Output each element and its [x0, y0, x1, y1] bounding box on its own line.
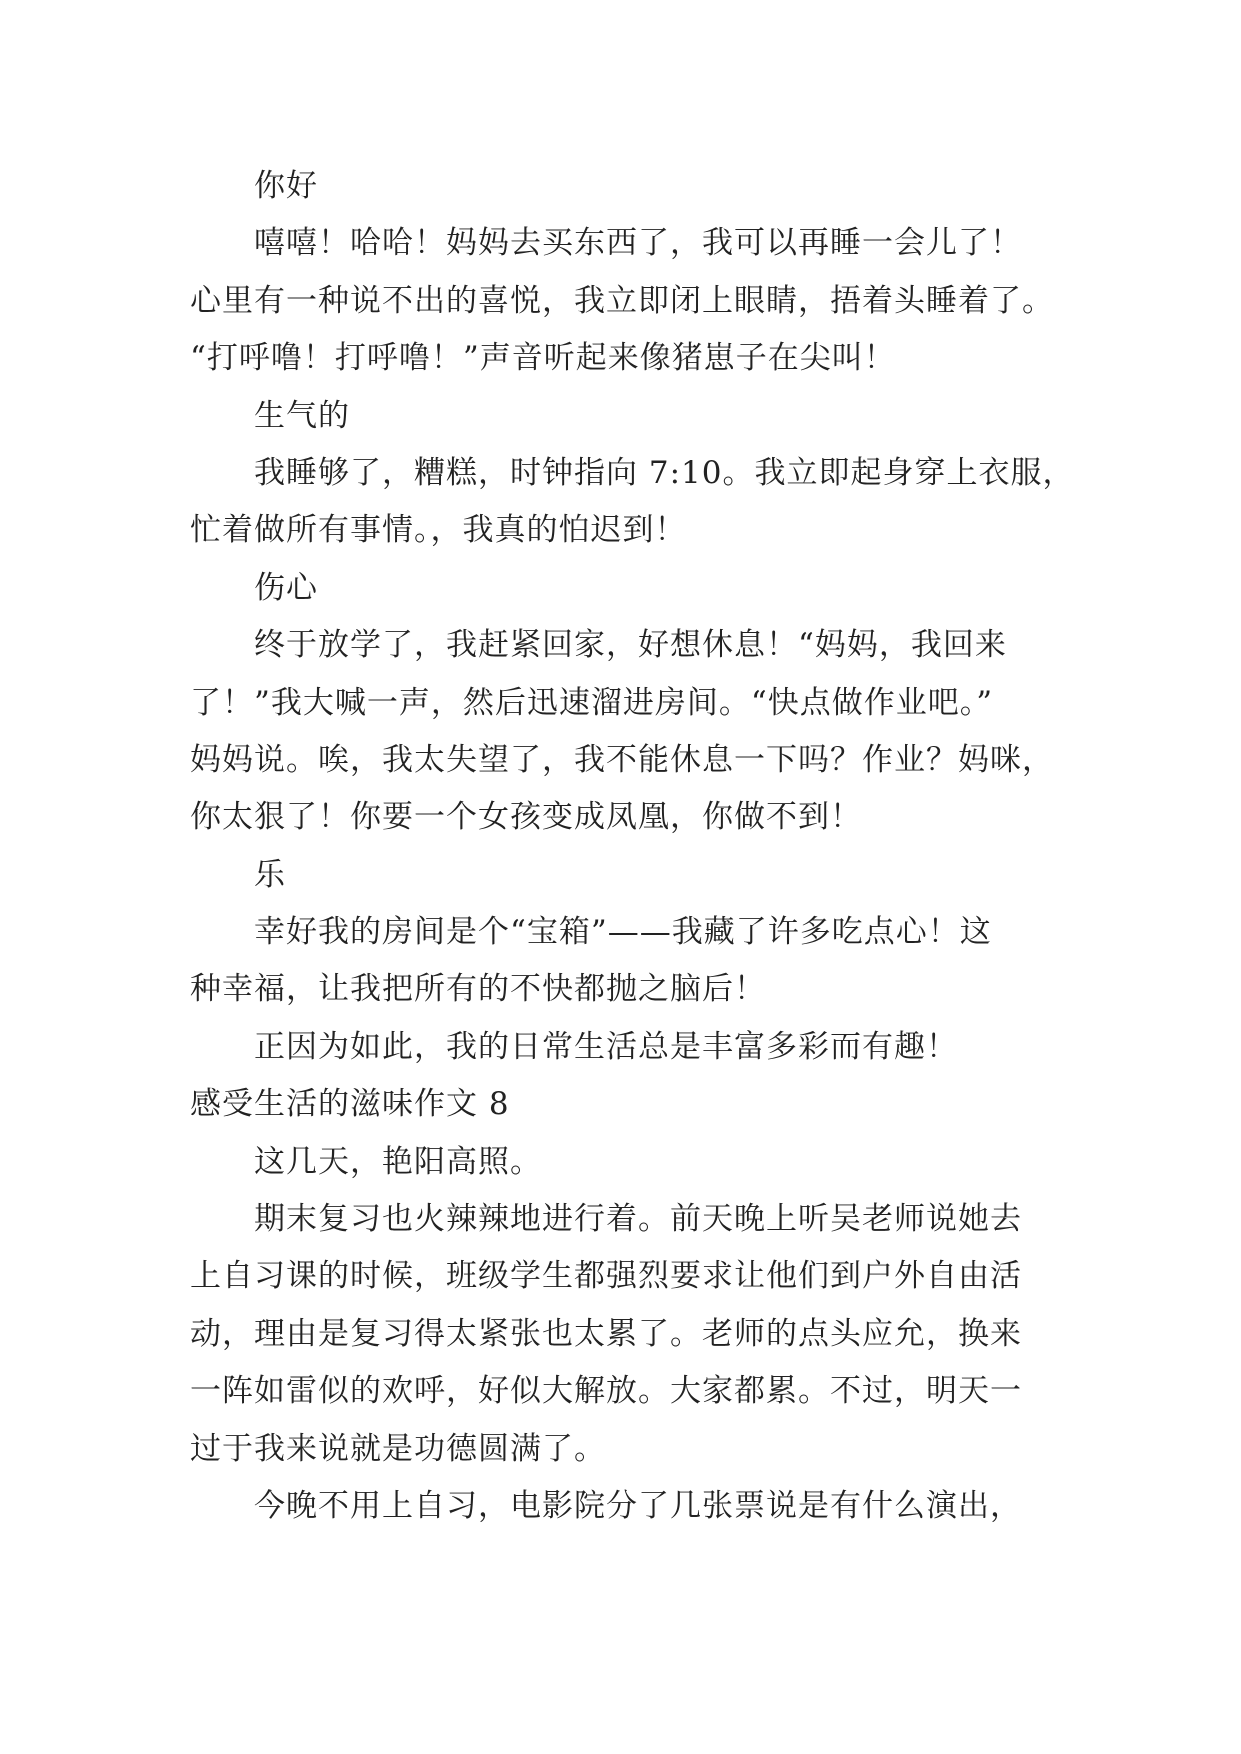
text-line: 妈妈说。唉，我太失望了，我不能休息一下吗？作业？妈咪， [190, 741, 1054, 778]
text-line: 乐 [254, 856, 286, 893]
text-line: 嘻嘻！哈哈！妈妈去买东西了，我可以再睡一会儿了！ [254, 225, 1022, 262]
text-line: 我睡够了，糟糕，时钟指向 7:10。我立即起身穿上衣服， [254, 454, 1075, 491]
text-line: 一阵如雷似的欢呼，好似大解放。大家都累。不过，明天一 [190, 1373, 1022, 1410]
section-heading: 感受生活的滋味作文 8 [190, 1086, 510, 1123]
text-line: 期末复习也火辣辣地进行着。前天晚上听吴老师说她去 [254, 1201, 1022, 1238]
text-line: 种幸福，让我把所有的不快都抛之脑后！ [190, 971, 766, 1008]
text-line: 今晚不用上自习，电影院分了几张票说是有什么演出， [254, 1487, 1022, 1524]
text-line: 生气的 [254, 397, 350, 434]
text-line: 忙着做所有事情。，我真的怕迟到！ [190, 512, 687, 549]
text-line: 了！”我大喊一声，然后迅速溜进房间。“快点做作业吧。” [190, 684, 994, 721]
document-page [190, 158, 1075, 1535]
text-line: 你太狠了！你要一个女孩变成凤凰，你做不到！ [190, 799, 862, 836]
text-line: 上自习课的时候，班级学生都强烈要求让他们到户外自由活 [190, 1258, 1022, 1295]
text-line: 动，理由是复习得太紧张也太累了。老师的点头应允，换来 [190, 1315, 1022, 1352]
text-line: “打呼噜！打呼噜！”声音听起来像猪崽子在尖叫！ [190, 340, 896, 377]
text-line: 幸好我的房间是个“宝箱”——我藏了许多吃点心！这 [254, 914, 992, 951]
text-line: 心里有一种说不出的喜悦，我立即闭上眼睛，捂着头睡着了。 [190, 282, 1054, 319]
text-line: 伤心 [254, 569, 318, 606]
text-line: 这几天，艳阳高照。 [254, 1143, 542, 1180]
text-line: 终于放学了，我赶紧回家，好想休息！“妈妈，我回来 [254, 627, 1007, 664]
text-line: 过于我来说就是功德圆满了。 [190, 1430, 606, 1467]
text-line: 你好 [254, 168, 318, 204]
text-line: 正因为如此，我的日常生活总是丰富多彩而有趣！ [254, 1028, 958, 1065]
